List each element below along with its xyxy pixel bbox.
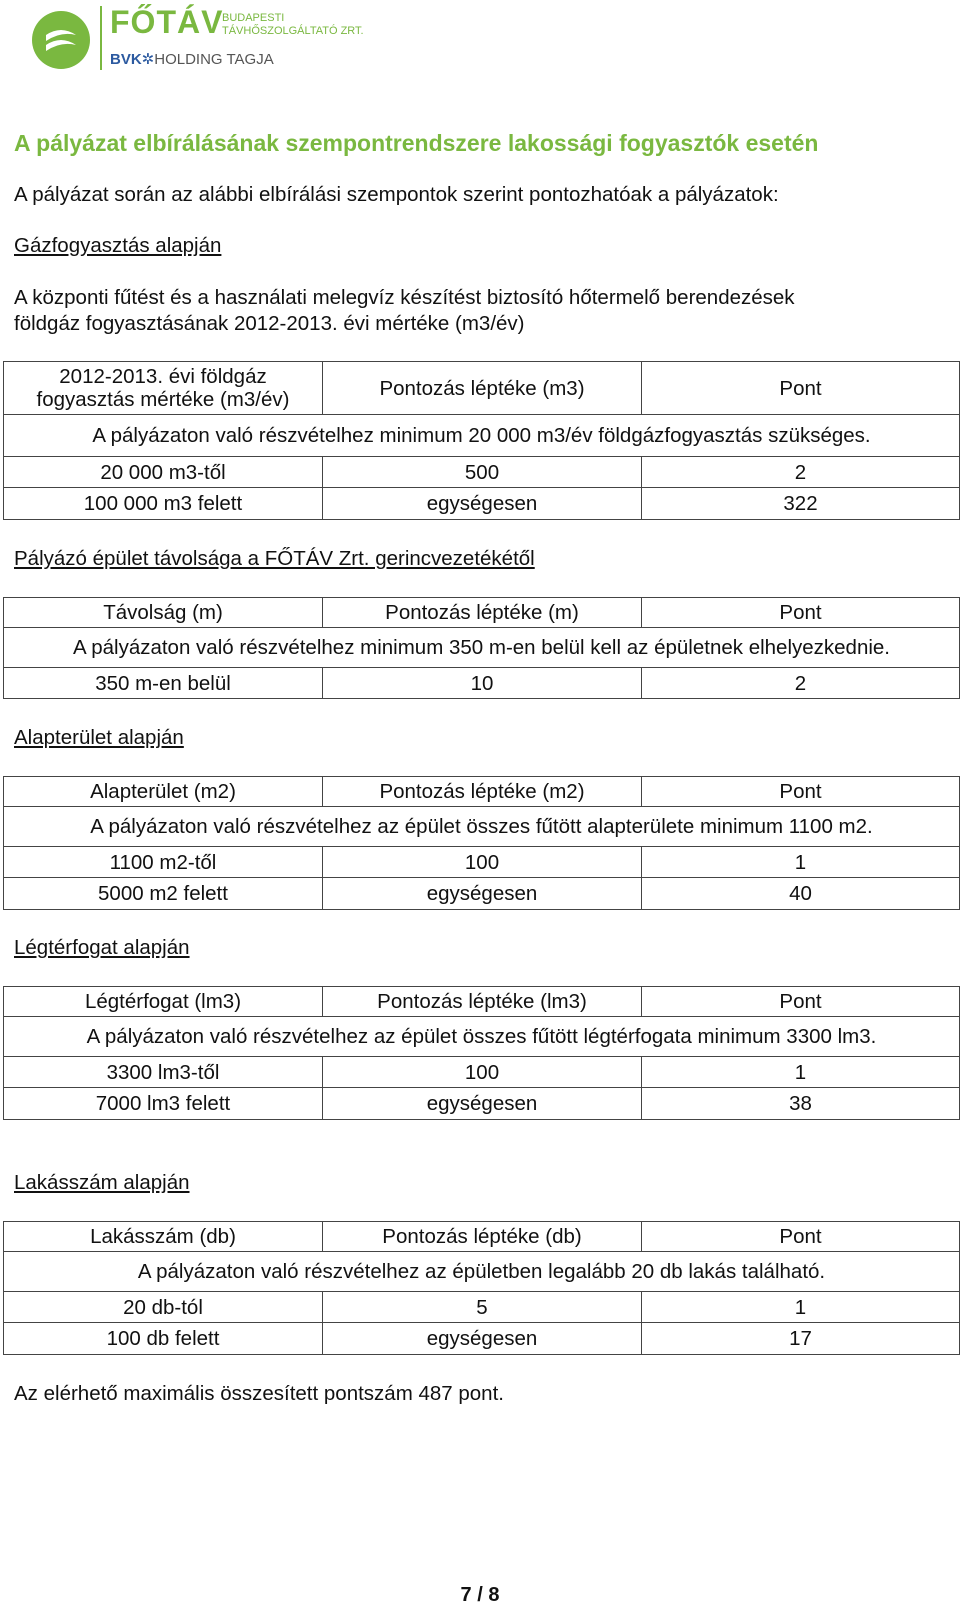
distance-col3-header: Pont	[642, 598, 960, 628]
table-cell: 322	[642, 488, 960, 520]
volume-col3-header: Pont	[642, 987, 960, 1017]
flats-note: A pályázaton való részvételhez az épületben legalább 20 db lakás található.	[4, 1252, 960, 1292]
logo-holding	[110, 50, 274, 68]
table-cell: egységesen	[323, 1323, 642, 1355]
table-header-row	[4, 1222, 960, 1252]
volume-heading: Légtérfogat alapján	[14, 936, 190, 959]
table-cell: 5	[323, 1292, 642, 1323]
table-cell: 100 000 m3 felett	[4, 488, 323, 520]
volume-col2-header: Pontozás léptéke (lm3)	[323, 987, 642, 1017]
table-cell: 2	[642, 457, 960, 488]
intro-text: A pályázat során az alábbi elbírálási szempontok szerint pontozhatóak a pályázatok:	[14, 183, 779, 206]
logo-subtitle-line2: TÁVHŐSZOLGÁLTATÓ ZRT.	[222, 25, 364, 37]
table-row	[4, 878, 960, 910]
table-cell: 2	[642, 668, 960, 699]
distance-note: A pályázaton való részvételhez minimum 350 m-en belül kell az épületnek elhelyezkednie.	[4, 628, 960, 668]
fotav-logo-mark	[32, 11, 90, 69]
table-row	[4, 1292, 960, 1323]
distance-col1-header: Távolság (m)	[4, 598, 323, 628]
table-header-row	[4, 987, 960, 1017]
table-cell: egységesen	[323, 1088, 642, 1120]
table-cell: egységesen	[323, 878, 642, 910]
table-cell: 3300 lm3-től	[4, 1057, 323, 1088]
gas-description-line1: A központi fűtést és a használati melegvíz készítést biztosító hőtermelő berendezések	[14, 286, 795, 309]
table-note-row	[4, 628, 960, 668]
gas-col1-header	[4, 362, 323, 415]
table-cell: 20 db-tól	[4, 1292, 323, 1323]
gas-table	[3, 361, 960, 520]
logo-brand-text: FŐTÁV	[110, 4, 224, 40]
volume-note: A pályázaton való részvételhez az épület összes fűtött légtérfogata minimum 3300 lm3.	[4, 1017, 960, 1057]
page-number: 7 / 8	[460, 1584, 500, 1606]
gas-col1-header-line2: fogyasztás mértéke (m3/év)	[36, 388, 290, 411]
table-cell: 17	[642, 1323, 960, 1355]
flats-col3-header: Pont	[642, 1222, 960, 1252]
table-cell: 40	[642, 878, 960, 910]
table-row	[4, 1057, 960, 1088]
distance-table	[3, 597, 960, 699]
gas-heading: Gázfogyasztás alapján	[14, 234, 222, 257]
gas-note: A pályázaton való részvételhez minimum 20 000 m3/év földgázfogyasztás szükséges.	[4, 415, 960, 457]
table-row	[4, 488, 960, 520]
table-cell: 100	[323, 1057, 642, 1088]
area-col3-header: Pont	[642, 777, 960, 807]
logo-subtitle-line1: BUDAPESTI	[222, 12, 285, 24]
table-header-row	[4, 362, 960, 415]
distance-col2-header: Pontozás léptéke (m)	[323, 598, 642, 628]
table-note-row	[4, 1252, 960, 1292]
table-header-row	[4, 598, 960, 628]
table-row	[4, 847, 960, 878]
table-cell: 500	[323, 457, 642, 488]
volume-table	[3, 986, 960, 1120]
logo-holding-bvk: BVK	[110, 51, 142, 68]
gas-col1-header-line1: 2012-2013. évi földgáz	[59, 365, 267, 388]
gas-description-line2: földgáz fogyasztásának 2012-2013. évi mértéke (m3/év)	[14, 312, 525, 335]
flats-heading: Lakásszám alapján	[14, 1171, 190, 1194]
table-cell: 1100 m2-től	[4, 847, 323, 878]
table-row	[4, 668, 960, 699]
table-cell: 1	[642, 1292, 960, 1323]
table-cell: 5000 m2 felett	[4, 878, 323, 910]
table-row	[4, 457, 960, 488]
gas-col2-header: Pontozás léptéke (m3)	[323, 362, 642, 415]
area-col1-header: Alapterület (m2)	[4, 777, 323, 807]
table-cell: 10	[323, 668, 642, 699]
logo-divider	[100, 6, 102, 70]
volume-col1-header: Légtérfogat (lm3)	[4, 987, 323, 1017]
flats-col1-header: Lakásszám (db)	[4, 1222, 323, 1252]
area-table	[3, 776, 960, 910]
area-col2-header: Pontozás léptéke (m2)	[323, 777, 642, 807]
page-title: A pályázat elbírálásának szempontrendszere lakossági fogyasztók esetén	[14, 130, 819, 156]
table-cell: 38	[642, 1088, 960, 1120]
table-header-row	[4, 777, 960, 807]
area-note: A pályázaton való részvételhez az épület összes fűtött alapterülete minimum 1100 m2.	[4, 807, 960, 847]
table-cell: 100	[323, 847, 642, 878]
flame-wave-icon	[32, 11, 90, 69]
flats-table	[3, 1221, 960, 1355]
table-cell: 100 db felett	[4, 1323, 323, 1355]
table-cell: 1	[642, 847, 960, 878]
bvk-emblem-icon: ✲	[141, 51, 155, 68]
table-cell: 350 m-en belül	[4, 668, 323, 699]
gas-col3-header: Pont	[642, 362, 960, 415]
table-cell: egységesen	[323, 488, 642, 520]
table-cell: 1	[642, 1057, 960, 1088]
table-row	[4, 1088, 960, 1120]
table-cell: 7000 lm3 felett	[4, 1088, 323, 1120]
logo-holding-text: HOLDING TAGJA	[154, 51, 274, 68]
distance-heading: Pályázó épület távolsága a FŐTÁV Zrt. gerincvezetékétől	[14, 547, 535, 570]
table-cell: 20 000 m3-től	[4, 457, 323, 488]
table-note-row	[4, 1017, 960, 1057]
summary-text: Az elérhető maximális összesített pontszám 487 pont.	[14, 1382, 504, 1405]
area-heading: Alapterület alapján	[14, 726, 184, 749]
table-row	[4, 1323, 960, 1355]
flats-col2-header: Pontozás léptéke (db)	[323, 1222, 642, 1252]
table-note-row	[4, 807, 960, 847]
table-note-row	[4, 415, 960, 457]
